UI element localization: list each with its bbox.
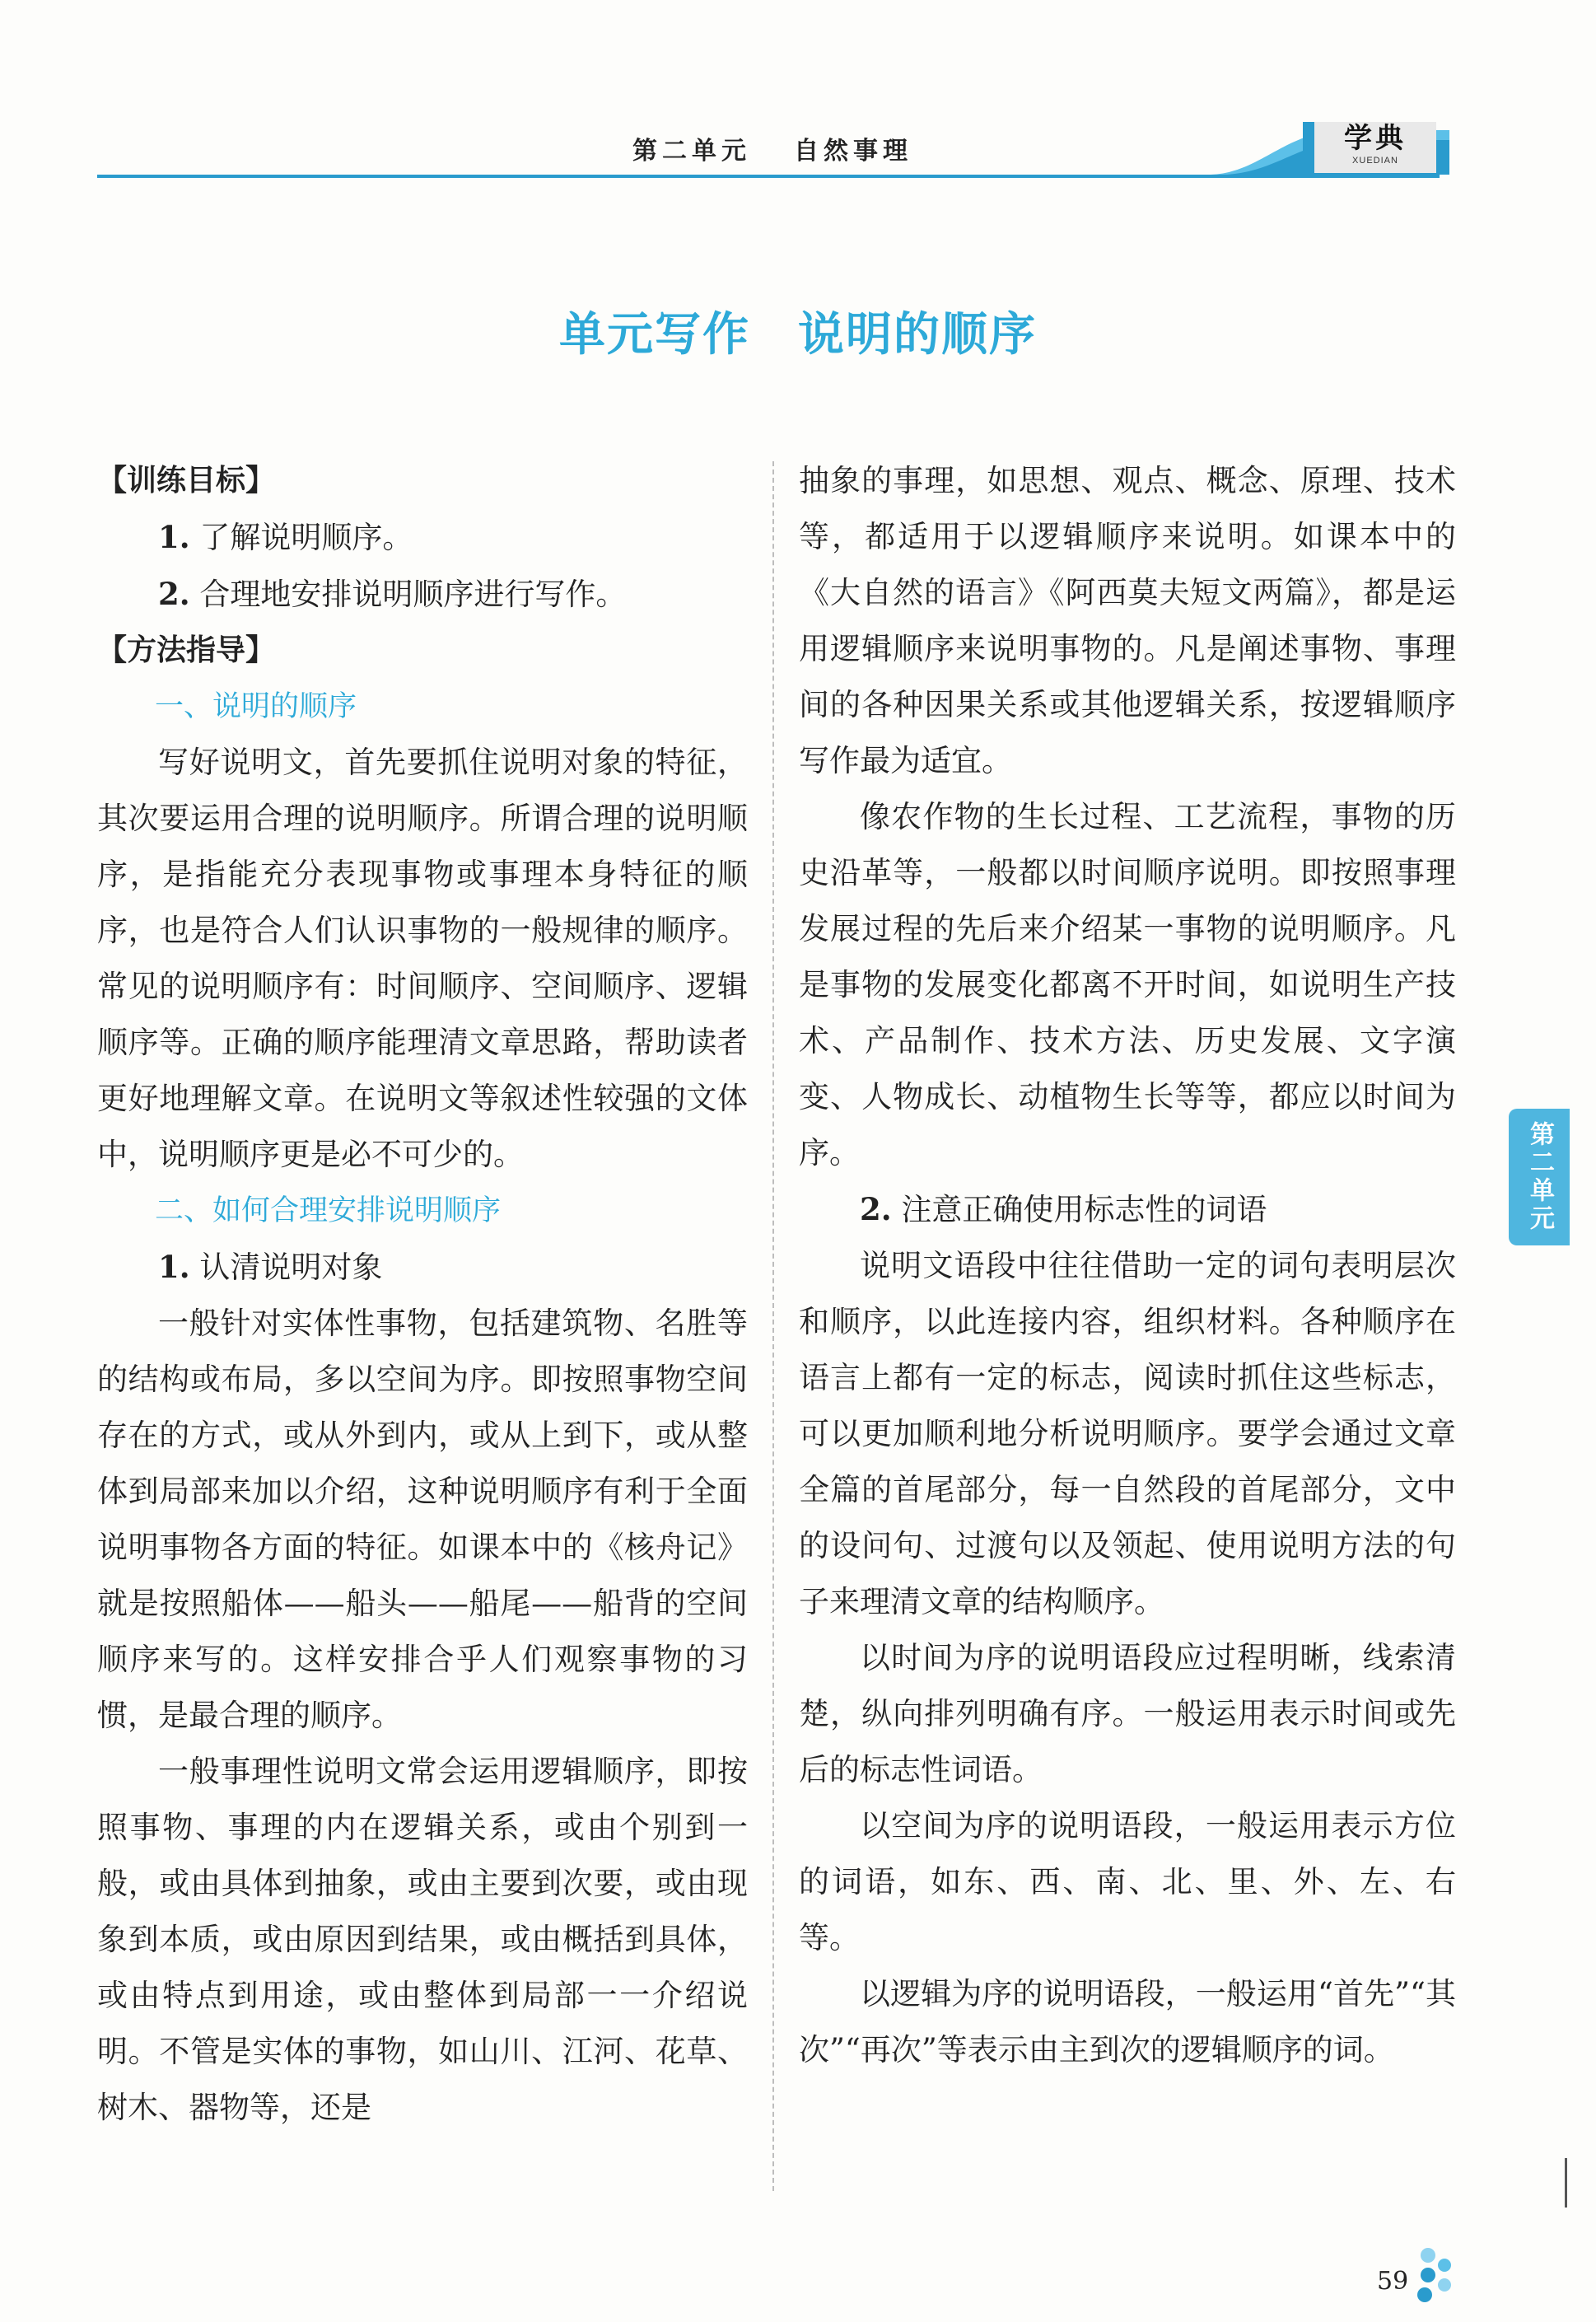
- goal-item-1: [97, 509, 748, 566]
- numbered-point-2: [799, 1181, 1456, 1238]
- paragraph: 以空间为序的说明语段，一般运用表示方位的词语，如东、西、南、北、里、外、左、右等。: [799, 1808, 1456, 1955]
- page-title: 单元写作 说明的顺序: [559, 307, 1037, 362]
- running-header: [632, 130, 912, 166]
- section-heading-goal: 【训练目标】: [97, 464, 276, 498]
- header-unit: 第二单元: [632, 137, 751, 166]
- paragraph-continued: 抽象的事理，如思想、观点、概念、原理、技术等，都适用于以逻辑顺序来说明。如课本中的《大自然的语言》《阿西莫夫短文两篇》，都是运用逻辑顺序来说明事物的。凡是阐述事物、事理间的各种因果关系或其他逻辑关系，按逻辑顺序写作最为适宜。: [799, 463, 1456, 778]
- right-column: [799, 453, 1456, 2078]
- paragraph: 说明文语段中往往借助一定的词句表明层次和顺序，以此连接内容，组织材料。各种顺序在语言上都有一定的标志，阅读时抓住这些标志，可以更加顺利地分析说明顺序。要学会通过文章全篇的首尾部分，每一自然段的首尾部分，文中的设问句、过渡句以及领起、使用说明方法的句子来理清文章的结构顺序。: [799, 1248, 1456, 1619]
- paragraph: 以时间为序的说明语段应过程明晰，线索清楚，纵向排列明确有序。一般运用表示时间或先后的标志性词语。: [799, 1640, 1456, 1787]
- header-rule: [97, 175, 1440, 178]
- subheading-order: 一、说明的顺序: [155, 690, 357, 723]
- brand-name: 学典: [1344, 122, 1407, 155]
- goal-item-1-number: 1.: [158, 519, 190, 555]
- margin-mark: [1565, 2158, 1567, 2208]
- unit-side-tab: 第二单元: [1509, 1109, 1570, 1245]
- subheading-arrange: 二、如何合理安排说明顺序: [155, 1194, 502, 1227]
- point-2-number: 2.: [860, 1191, 892, 1227]
- point-1-text: 认清说明对象: [189, 1250, 383, 1285]
- section-heading-method: 【方法指导】: [97, 633, 276, 667]
- header-topic: 自然事理: [794, 137, 912, 166]
- page-number: 59: [1377, 2267, 1409, 2296]
- point-2-text: 注意正确使用标志性的词语: [891, 1192, 1267, 1227]
- point-1-number: 1.: [158, 1249, 190, 1285]
- goal-item-2-text: 合理地安排说明顺序进行写作。: [189, 577, 627, 612]
- brand-pinyin: XUEDIAN: [1352, 156, 1398, 166]
- paragraph: 像农作物的生长过程、工艺流程，事物的历史沿革等，一般都以时间顺序说明。即按照事理发展过程的先后来介绍某一事物的说明顺序。凡是事物的发展变化都离不开时间，如说明生产技术、产品制作、技术方法、历史发展、文字演变、人物成长、动植物生长等等，都应以时间为序。: [799, 799, 1456, 1170]
- goal-item-1-text: 了解说明顺序。: [189, 520, 413, 555]
- paragraph: 以逻辑为序的说明语段，一般运用“首先”“其次”“再次”等表示由主到次的逻辑顺序的词。: [799, 1976, 1456, 2067]
- column-divider: [772, 461, 774, 2191]
- paragraph: 一般针对实体性事物，包括建筑物、名胜等的结构或布局，多以空间为序。即按照事物空间存在的方式，或从外到内，或从上到下，或从整体到局部来加以介绍，这种说明顺序有利于全面说明事物各方面的特征。如课本中的《核舟记》就是按照船体——船头——船尾——船背的空间顺序来写的。这样安排合乎人们观察事物的习惯，是最合理的顺序。: [97, 1306, 748, 1733]
- left-column: [97, 453, 748, 2136]
- goal-item-2-number: 2.: [158, 576, 190, 612]
- brand-logo: [1303, 122, 1436, 173]
- numbered-point-1: [97, 1239, 748, 1296]
- paragraph: 写好说明文，首先要抓住说明对象的特征，其次要运用合理的说明顺序。所谓合理的说明顺序，是指能充分表现事物或事理本身特征的顺序，也是符合人们认识事物的一般规律的顺序。常见的说明顺序有：时间顺序、空间顺序、逻辑顺序等。正确的顺序能理清文章思路，帮助读者更好地理解文章。在说明文等叙述性较强的文体中，说明顺序更是必不可少的。: [97, 745, 748, 1172]
- goal-item-2: [97, 566, 748, 623]
- paragraph: 一般事理性说明文常会运用逻辑顺序，即按照事物、事理的内在逻辑关系，或由个别到一般，或由具体到抽象，或由主要到次要，或由现象到本质，或由原因到结果，或由概括到具体，或由特点到用途，或由整体到局部一一介绍说明。不管是实体的事物，如山川、江河、花草、树木、器物等，还是: [97, 1754, 748, 2125]
- dots-decoration: [1408, 2244, 1474, 2310]
